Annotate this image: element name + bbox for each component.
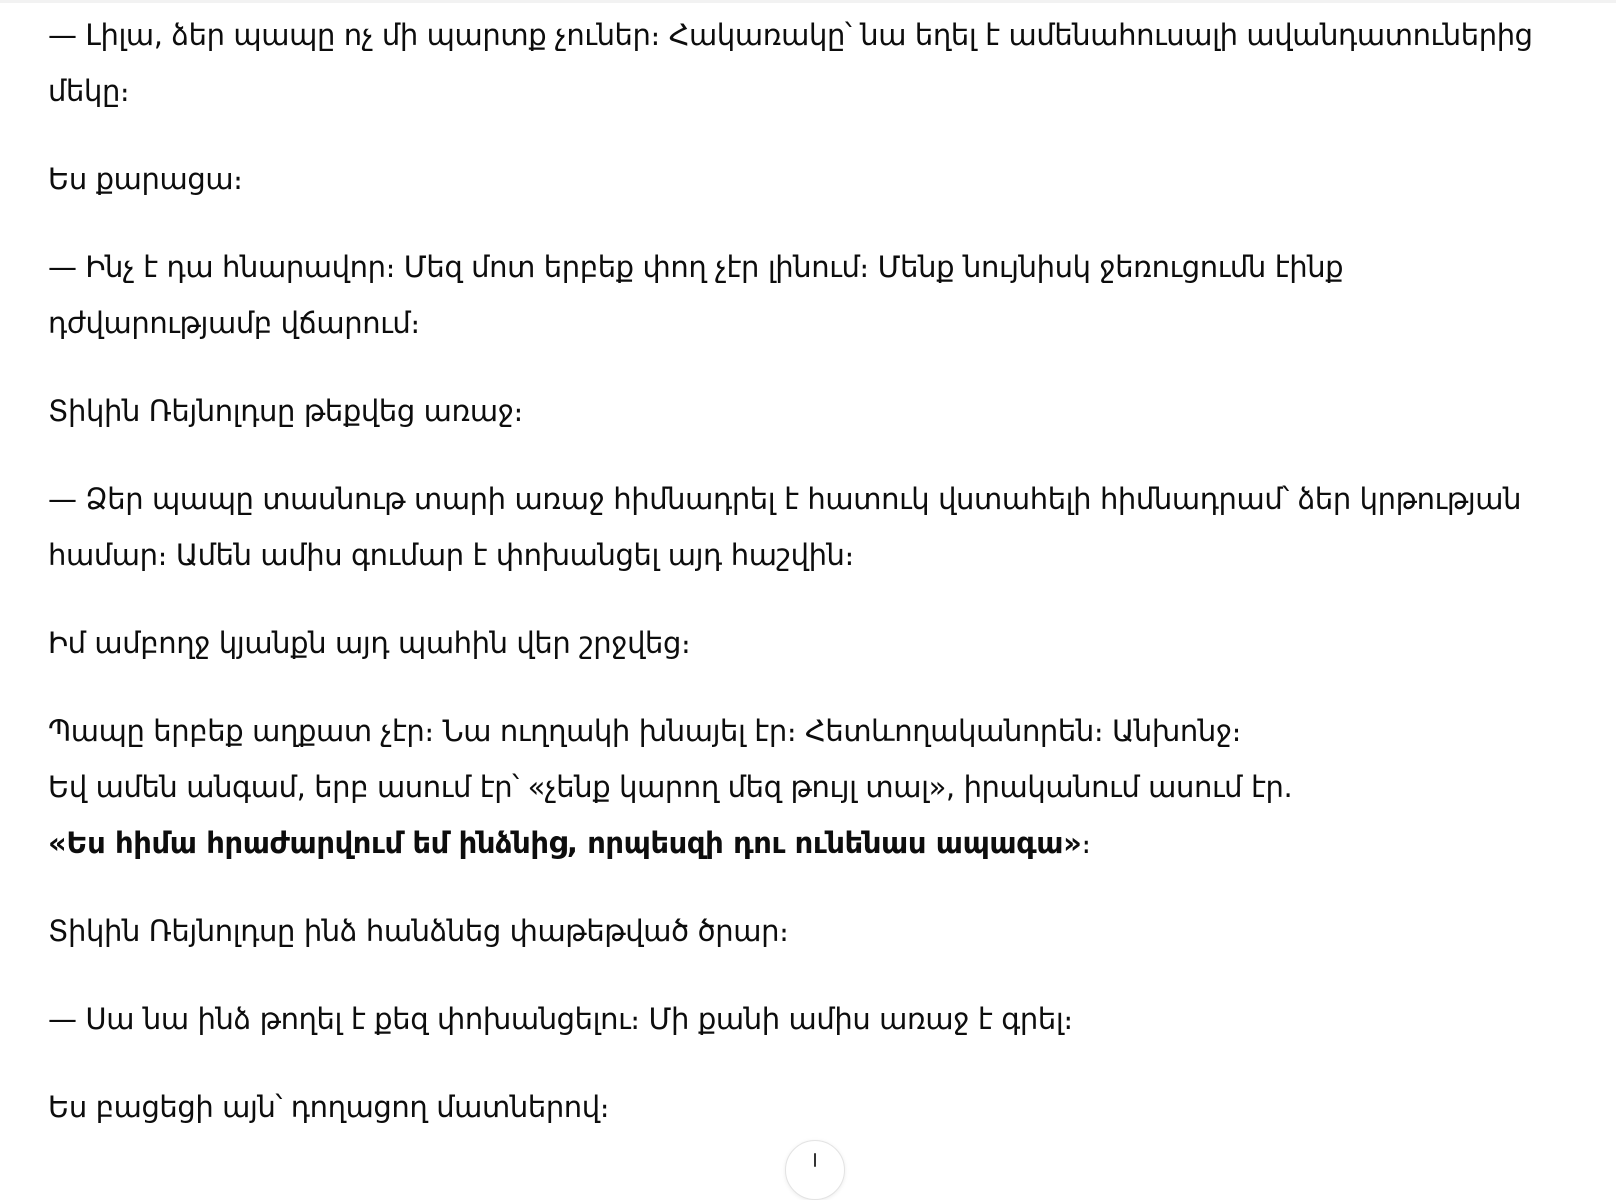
- text-line-emphasis: [48, 815, 1588, 871]
- paragraph: [48, 471, 1588, 583]
- paragraph: [48, 703, 1588, 871]
- scroll-to-bottom-button[interactable]: [785, 1140, 845, 1200]
- paragraph: [48, 151, 1588, 207]
- paragraph: [48, 903, 1588, 959]
- paragraph: [48, 239, 1588, 351]
- text-line: համար։ Ամեն ամիս գումար է փոխանցել այդ հաշվին։: [48, 538, 854, 572]
- text-line: — Ինչ է դա հնարավոր։ Մեզ մոտ երբեք փող չէր լինում։ Մենք նույնիսկ ջեռուցումն էինք: [48, 250, 1344, 284]
- bold-quote: «Ես հիմա հրաժարվում եմ ինձնից, որպեսզի դու ունենաս ապագա»: [48, 826, 1082, 860]
- text-line: — Լիլա, ձեր պապը ոչ մի պարտք չուներ։ Հակառակը՝ նա եղել է ամենահուսալի ավանդատուներից: [48, 18, 1533, 52]
- text-line: Ես բացեցի այն՝ դողացող մատներով։: [48, 1090, 610, 1124]
- paragraph: [48, 1079, 1588, 1135]
- text-line: Պապը երբեք աղքատ չէր։ Նա ուղղակի խնայել էր։ Հետևողականորեն։ Անխոնջ։: [48, 714, 1242, 748]
- text-line: — Ձեր պապը տասնութ տարի առաջ հիմնադրել է հատուկ վստահելի հիմնադրամ՝ ձեր կրթության: [48, 482, 1522, 516]
- text-line: Ես քարացա։: [48, 162, 243, 196]
- text-line: Տիկին Ռեյնոլդսը թեքվեց առաջ։: [48, 394, 523, 428]
- arrow-down-icon: [814, 1153, 816, 1167]
- text-line: մեկը։: [48, 74, 130, 108]
- bold-quote-suffix: ։: [1081, 826, 1091, 860]
- text-line: — Սա նա ինձ թողել է քեզ փոխանցելու։ Մի քանի ամիս առաջ է գրել։: [48, 1002, 1073, 1036]
- paragraph: [48, 991, 1588, 1047]
- paragraph: [48, 7, 1588, 119]
- paragraph: [48, 615, 1588, 671]
- text-line: Տիկին Ռեյնոլդսը ինձ հանձնեց փաթեթված ծրար։: [48, 914, 789, 948]
- text-line: Իմ ամբողջ կյանքն այդ պահին վեր շրջվեց։: [48, 626, 691, 660]
- paragraph: [48, 383, 1588, 439]
- text-line: դժվարությամբ վճարում։: [48, 306, 420, 340]
- text-line: Եվ ամեն անգամ, երբ ասում էր՝ «չենք կարող մեզ թույլ տալ», իրականում ասում էր.: [48, 770, 1293, 804]
- chat-message-body: [48, 0, 1588, 1167]
